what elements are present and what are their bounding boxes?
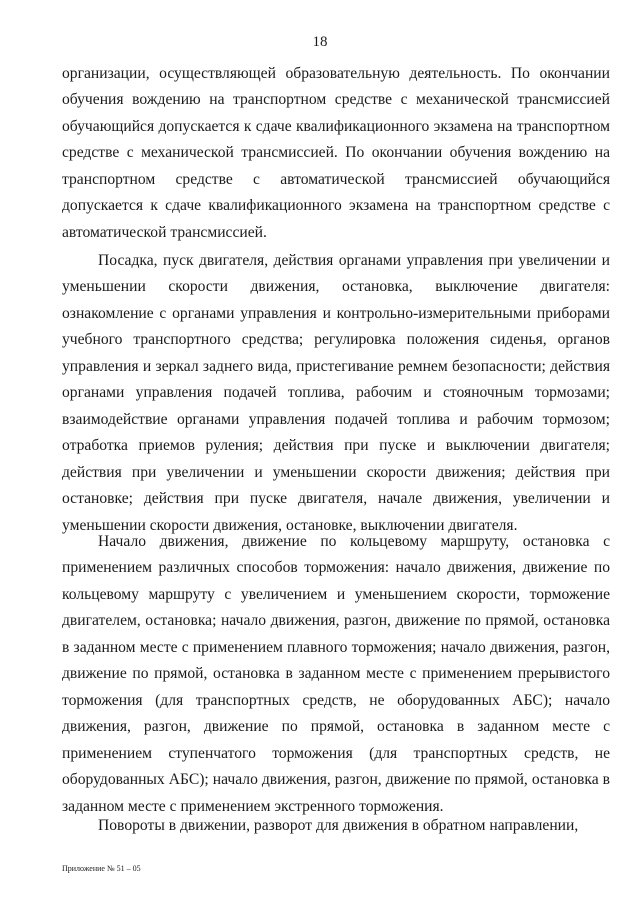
paragraph-continuation-block	[62, 61, 610, 246]
paragraph-1: организации, осуществляющей образовательную деятельность. По окончании обучения вождению на транспортном средстве с механической трансмиссией обучающийся допускается к сдаче квалификационного экзамена на транспортном средстве с механической трансмиссией. По окончании обучения вождению на транспортном средстве с автоматической трансмиссией обучающийся допускается к сдаче квалификационного экзамена на транспортном средстве с автоматической трансмиссией.	[62, 65, 610, 241]
paragraph-4: Повороты в движении, разворот для движения в обратном направлении,	[98, 817, 579, 834]
paragraph-braking-block	[62, 529, 610, 820]
page-number: 18	[312, 34, 328, 50]
paragraph-2: Посадка, пуск двигателя, действия органами управления при увеличении и уменьшении скорости движения, остановка, выключение двигателя: ознакомление с органами управления и контрольно-измерительными приборами учебного транспортного средства; регулировка положения сиденья, органов управления и зеркал заднего вида, пристегивание ремнем безопасности; действия органами управления подачей топлива, рабочим и стояночным тормозами; взаимодействие органами управления подачей топлива и рабочим тормозом; отработка приемов руления; действия при пуске и выключении двигателя; действия при увеличении и уменьшении скорости движения; действия при остановке; действия при пуске двигателя, начале движения, увеличении и уменьшении скорости движения, остановке, выключении двигателя.	[62, 252, 610, 534]
paragraph-turns-block	[62, 813, 610, 839]
paragraph-seating-block	[62, 248, 610, 539]
page-footer: Приложение № 51 – 05	[62, 864, 141, 873]
paragraph-3: Начало движения, движение по кольцевому маршруту, остановка с применением различных способов торможения: начало движения, движение по кольцевому маршруту с увеличением и уменьшением скорости, торможение двигателем, остановка; начало движения, разгон, движение по прямой, остановка в заданном месте с применением плавного торможения; начало движения, разгон, движение по прямой, остановка в заданном месте с применением прерывистого торможения (для транспортных средств, не оборудованных АБС); начало движения, разгон, движение по прямой, остановка в заданном месте с применением ступенчатого торможения (для транспортных средств, не оборудованных АБС); начало движения, разгон, движение по прямой, остановка в заданном месте с применением экстренного торможения.	[62, 533, 610, 815]
